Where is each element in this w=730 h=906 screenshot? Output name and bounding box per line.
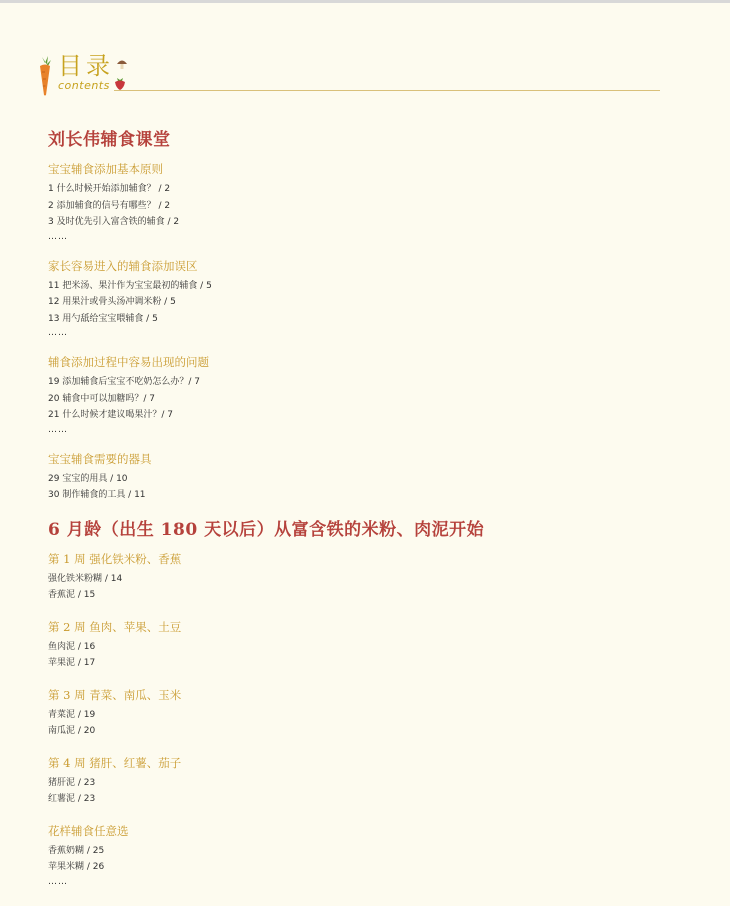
toc-section: [48, 822, 688, 888]
toc-entry[interactable]: 19 添加辅食后宝宝不吃奶怎么办？/ 7: [48, 377, 200, 387]
toc-ellipsis: ……: [48, 231, 68, 242]
toc-section: [48, 686, 688, 740]
mushroom-icon: [116, 58, 128, 70]
toc-entry[interactable]: 11 把米汤、果汁作为宝宝最初的辅食 / 5: [48, 280, 212, 291]
toc-title: 目录: [58, 52, 114, 80]
section-title: 第 3 周 青菜、南瓜、玉米: [48, 687, 182, 702]
toc-entry[interactable]: 2 添加辅食的信号有哪些？ / 2: [48, 200, 171, 211]
toc-entry[interactable]: 猪肝泥 / 23: [48, 777, 96, 788]
top-border: [0, 0, 730, 3]
toc-entry[interactable]: 30 制作辅食的工具 / 11: [48, 490, 146, 500]
toc-entry[interactable]: 香蕉奶糊 / 25: [48, 845, 105, 856]
part-title: 6 月龄（出生 180 天以后）从富含铁的米粉、肉泥开始: [48, 519, 485, 540]
toc-entry[interactable]: 鱼肉泥 / 16: [48, 641, 96, 652]
toc-entry[interactable]: 1 什么时候开始添加辅食？ / 2: [48, 184, 171, 194]
toc-entry[interactable]: 12 用果汁或骨头汤冲调米粉 / 5: [48, 297, 176, 307]
section-title: 家长容易进入的辅食添加误区: [48, 258, 198, 273]
section-title: 辅食添加过程中容易出现的问题: [48, 355, 209, 369]
part-title: 刘长伟辅食课堂: [48, 130, 171, 150]
toc-entry[interactable]: 13 用勺舐给宝宝喂辅食 / 5: [48, 313, 158, 324]
section-title: 第 2 周 鱼肉、苹果、土豆: [48, 619, 182, 634]
toc-entry[interactable]: 强化铁米粉糊 / 14: [48, 573, 123, 584]
section-title: 宝宝辅食添加基本原则: [48, 162, 163, 176]
toc-entry[interactable]: 21 什么时候才建议喝果汁？/ 7: [48, 410, 173, 420]
toc-header: [36, 52, 666, 98]
toc-section: [48, 353, 688, 436]
toc-ellipsis: ……: [48, 328, 68, 338]
toc-section: [48, 257, 688, 340]
toc-entry[interactable]: 南瓜泥 / 20: [48, 726, 96, 736]
toc-content: [48, 128, 688, 902]
toc-section: [48, 450, 688, 504]
toc-ellipsis: ……: [48, 876, 68, 887]
toc-section: [48, 550, 688, 604]
toc-entry[interactable]: 苹果泥 / 17: [48, 658, 96, 668]
toc-entry[interactable]: 29 宝宝的用具 / 10: [48, 473, 128, 484]
section-title: 第 4 周 猪肝、红薯、茄子: [48, 755, 182, 770]
toc-subtitle: contents: [58, 79, 110, 92]
toc-entry[interactable]: 青菜泥 / 19: [48, 709, 96, 720]
toc-entry[interactable]: 红薯泥 / 23: [48, 794, 96, 804]
toc-entry[interactable]: 20 辅食中可以加糖吗？/ 7: [48, 393, 155, 404]
toc-section: [48, 618, 688, 672]
toc-part: [48, 128, 688, 504]
strawberry-icon: [114, 76, 126, 90]
carrot-icon: [36, 54, 54, 96]
toc-ellipsis: ……: [48, 424, 68, 435]
toc-part: [48, 518, 688, 888]
toc-entry[interactable]: 香蕉泥 / 15: [48, 590, 96, 600]
header-rule: [114, 90, 660, 91]
toc-section: [48, 160, 688, 243]
section-title: 宝宝辅食需要的器具: [48, 451, 152, 466]
section-title: 第 1 周 强化铁米粉、香蕉: [48, 551, 182, 566]
toc-entry[interactable]: 苹果米糊 / 26: [48, 862, 105, 872]
toc-section: [48, 754, 688, 808]
section-title: 花样辅食任意选: [48, 823, 129, 838]
toc-entry[interactable]: 3 及时优先引入富含铁的辅食 / 2: [48, 217, 180, 227]
